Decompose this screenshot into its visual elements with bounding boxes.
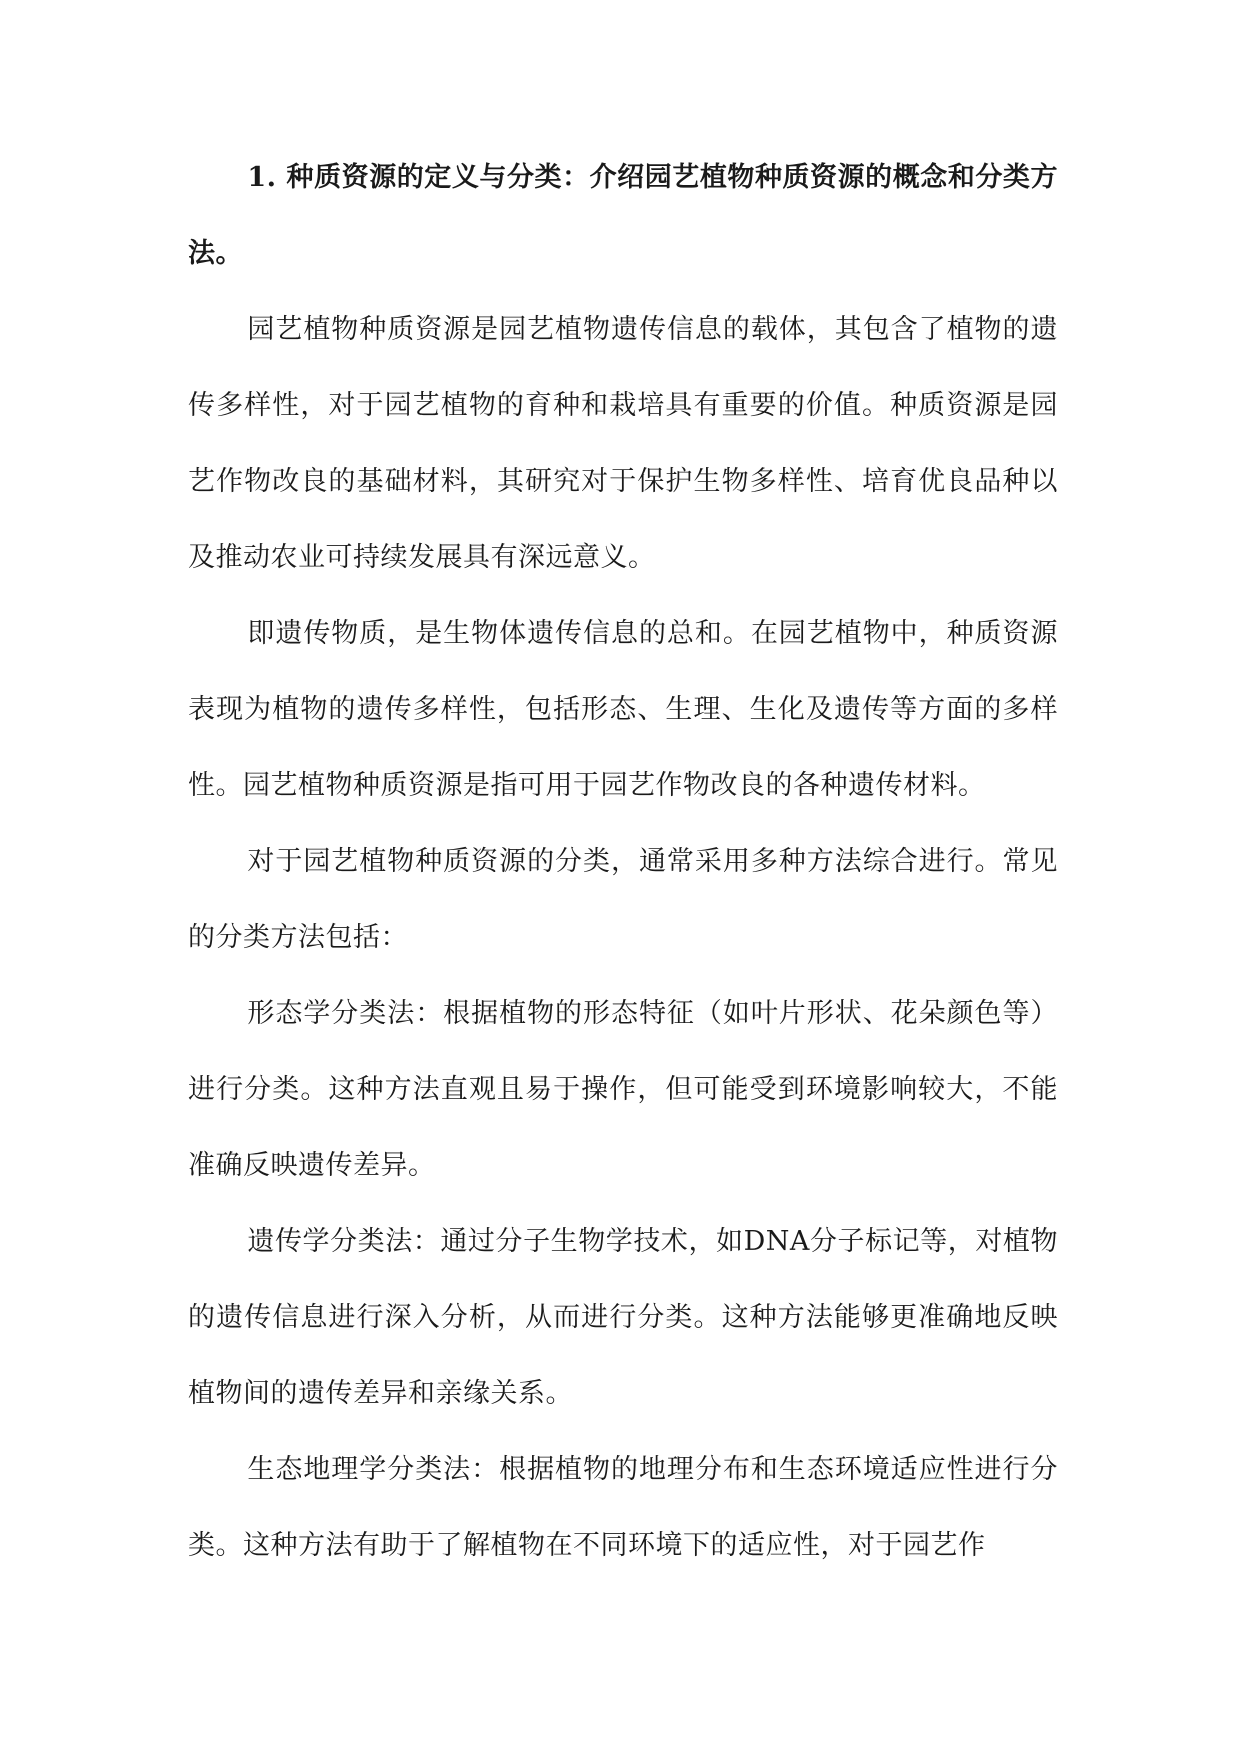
section-heading: 1. 种质资源的定义与分类：介绍园艺植物种质资源的概念和分类方法。 bbox=[188, 162, 1058, 269]
paragraph-germplasm-intro: 园艺植物种质资源是园艺植物遗传信息的载体，其包含了植物的遗传多样性，对于园艺植物的育种和栽培具有重要的价值。种质资源是园艺作物改良的基础材料，其研究对于保护生物多样性、培育优良品种以及推动农业可持续发展具有深远意义。 bbox=[188, 314, 1058, 573]
paragraph-ecogeographic-method: 生态地理学分类法：根据植物的地理分布和生态环境适应性进行分类。这种方法有助于了解植物在不同环境下的适应性，对于园艺作 bbox=[188, 1454, 1058, 1561]
document-body bbox=[188, 140, 1058, 1584]
paragraph-genetic-material: 即遗传物质，是生物体遗传信息的总和。在园艺植物中，种质资源表现为植物的遗传多样性，包括形态、生理、生化及遗传等方面的多样性。园艺植物种质资源是指可用于园艺作物改良的各种遗传材料。 bbox=[188, 618, 1058, 801]
paragraph-genetic-method: 遗传学分类法：通过分子生物学技术，如DNA分子标记等，对植物的遗传信息进行深入分析，从而进行分类。这种方法能够更准确地反映植物间的遗传差异和亲缘关系。 bbox=[188, 1226, 1058, 1409]
paragraph-morphological-method: 形态学分类法：根据植物的形态特征（如叶片形状、花朵颜色等）进行分类。这种方法直观且易于操作，但可能受到环境影响较大，不能准确反映遗传差异。 bbox=[188, 998, 1058, 1181]
paragraph-classification-overview: 对于园艺植物种质资源的分类，通常采用多种方法综合进行。常见的分类方法包括： bbox=[188, 846, 1058, 953]
